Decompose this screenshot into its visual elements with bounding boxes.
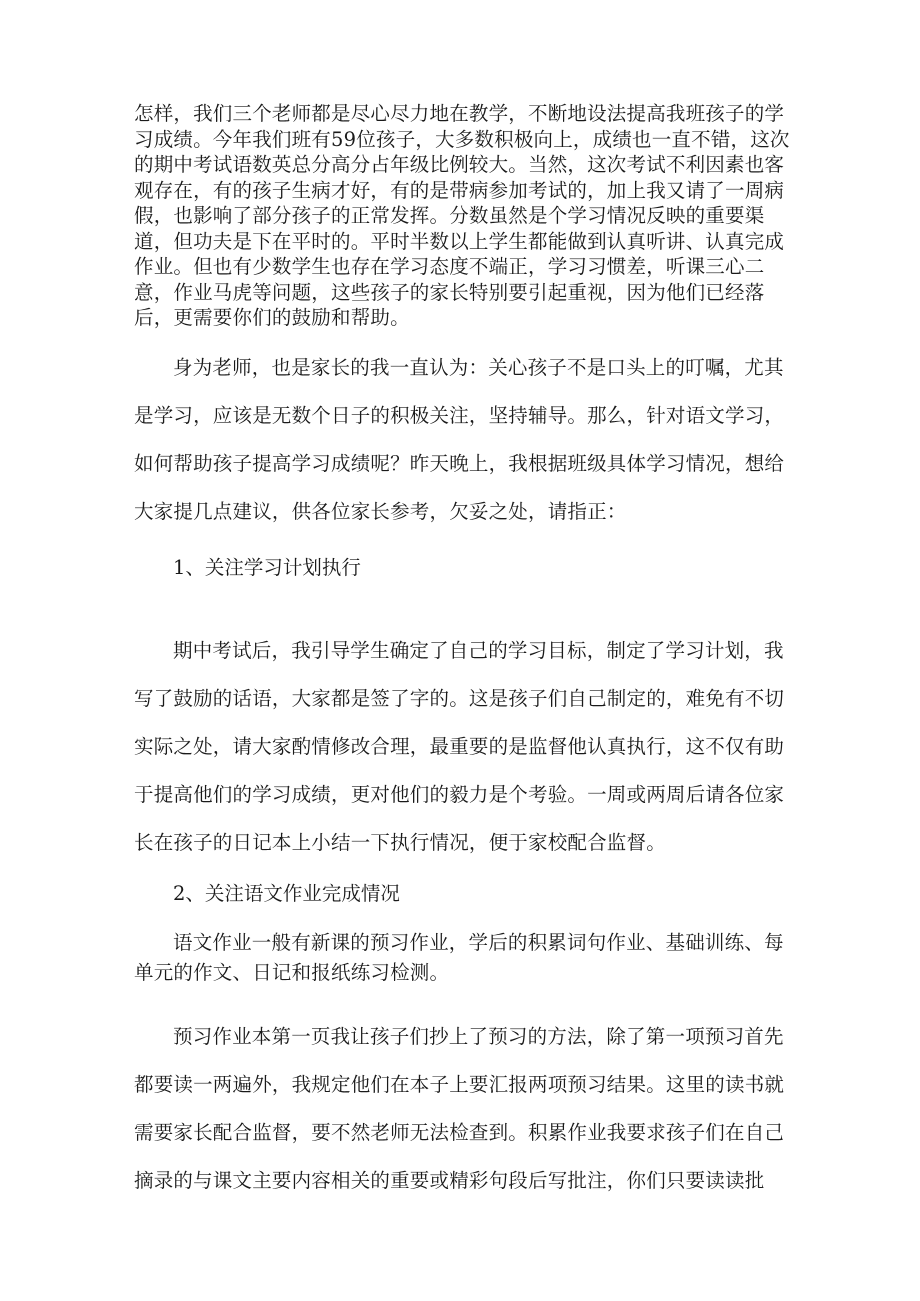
- paragraph-1: 怎样，我们三个老师都是尽心尽力地在教学，不断地设法提高我班孩子的学习成绩。今年我们班有59位孩子，大多数积极向上，成绩也一直不错，这次的期中考试语数英总分高分占年级比例较大。当然，这次考试不利因素也客观存在，有的孩子生病才好，有的是带病参加考试的，加上我又请了一周病假，也影响了部分孩子的正常发挥。分数虽然是个学习情况反映的重要渠道，但功夫是下在平时的。平时半数以上学生都能做到认真听讲、认真完成作业。但也有少数学生也存在学习态度不端正，学习习惯差，听课三心二意，作业马虎等问题，这些孩子的家长特别要引起重视，因为他们已经落后，更需要你们的鼓励和帮助。: [134, 102, 790, 329]
- paragraph-4: 语文作业一般有新课的预习作业，学后的积累词句作业、基础训练、每单元的作文、日记和报纸练习检测。: [134, 931, 784, 984]
- heading-1: 1、关注学习计划执行: [173, 556, 361, 579]
- heading-2: 2、关注语文作业完成情况: [173, 882, 400, 905]
- paragraph-5: 预习作业本第一页我让孩子们抄上了预习的方法，除了第一项预习首先都要读一两遍外，我规定他们在本子上要汇报两项预习结果。这里的读书就需要家长配合监督，要不然老师无法检查到。积累作业我要求孩子们在自己摘录的与课文主要内容相关的重要或精彩句段后写批注，你们只要读读批: [134, 1025, 785, 1192]
- paragraph-2: 身为老师，也是家长的我一直认为：关心孩子不是口头上的叮嘱，尤其是学习，应该是无数个日子的积极关注，坚持辅导。那么，针对语文学习，如何帮助孩子提高学习成绩呢？昨天晚上，我根据班级具体学习情况，想给大家提几点建议，供各位家长参考，欠妥之处，请指正：: [134, 356, 785, 523]
- paragraph-3: 期中考试后，我引导学生确定了自己的学习目标，制定了学习计划，我写了鼓励的话语，大家都是签了字的。这是孩子们自己制定的，难免有不切实际之处，请大家酌情修改合理，最重要的是监督他认真执行，这不仅有助于提高他们的学习成绩，更对他们的毅力是个考验。一周或两周后请各位家长在孩子的日记本上小结一下执行情况，便于家校配合监督。: [134, 639, 785, 854]
